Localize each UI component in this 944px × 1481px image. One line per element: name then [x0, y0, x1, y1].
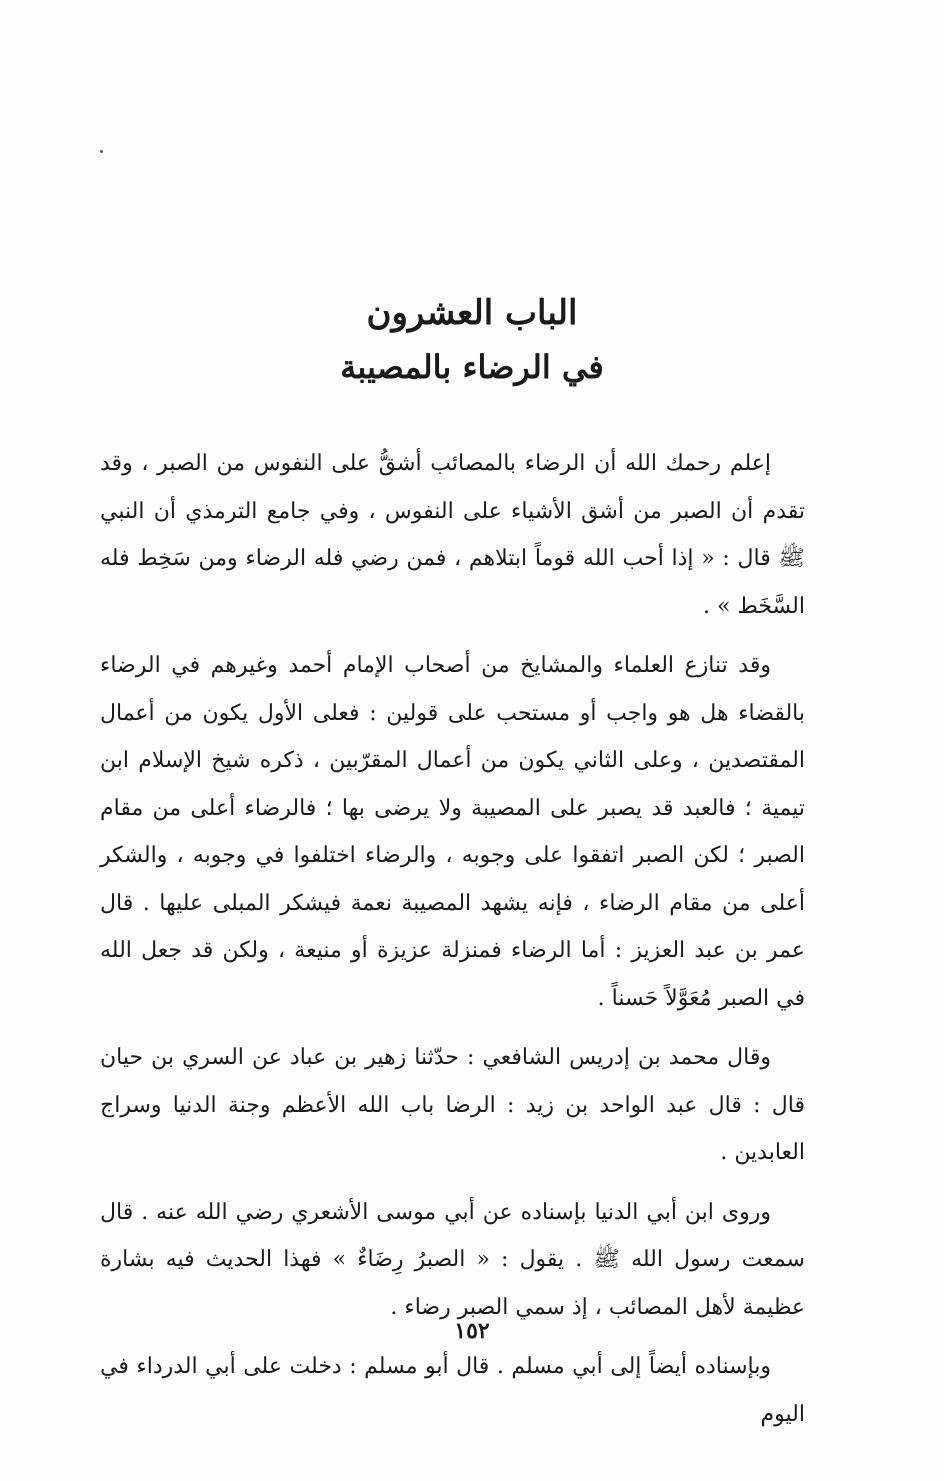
scan-speck — [100, 150, 103, 153]
paragraph: وروى ابن أبي الدنيا بإسناده عن أبي موسى الأشعري رضي الله عنه . قال سمعت رسول الله ﷺ . يقول : « الصبرُ رِضَاءٌ » فهذا الحديث فيه بشارة عظيمة لأهل المصائب ، إذ سمي الصبر رضاء . — [100, 1199, 805, 1320]
body-text — [100, 440, 805, 1450]
paragraph: وبإسناده أيضاً إلى أبي مسلم . قال أبو مسلم : دخلت على أبي الدرداء في اليوم — [100, 1354, 805, 1427]
page-number: ١٥٢ — [454, 1318, 490, 1344]
paragraph: إعلم رحمك الله أن الرضاء بالمصائب أشقُّ على النفوس من الصبر ، وقد تقدم أن الصبر من أشق الأشياء على النفوس ، وفي جامع الترمذي أن النبي ﷺ قال : « إذا أحب الله قوماً ابتلاهم ، فمن رضي فله الرضاء ومن سَخِط فله السَّخَط » . — [100, 451, 805, 619]
chapter-heading — [0, 286, 944, 394]
chapter-title: الباب العشرون — [366, 293, 578, 333]
chapter-subtitle: في الرضاء بالمصيبة — [340, 348, 604, 386]
paragraph: وقد تنازع العلماء والمشايخ من أصحاب الإمام أحمد وغيرهم في الرضاء بالقضاء هل هو واجب أو مستحب على قولين : فعلى الأول يكون من أعمال المقتصدين ، وعلى الثاني يكون من أعمال المقرّبين ، ذكره شيخ الإسلام ابن تيمية ؛ فالعبد قد يصبر على المصيبة ولا يرضى بها ؛ فالرضاء أعلى من مقام الصبر ؛ لكن الصبر اتفقوا على وجوبه ، والرضاء اختلفوا في وجوبه ، والشكر أعلى من مقام الرضاء ، فإنه يشهد المصيبة نعمة فيشكر المبلى عليها . قال عمر بن عبد العزيز : أما الرضاء فمنزلة عزيزة أو منيعة ، ولكن قد جعل الله في الصبر مُعَوَّلاً حَسناً . — [100, 653, 806, 1011]
paragraph: وقال محمد بن إدريس الشافعي : حدّثنا زهير بن عباد عن السري بن حيان قال : قال عبد الواحد بن زيد : الرضا باب الله الأعظم وجنة الدنيا وسراج العابدين . — [100, 1045, 805, 1165]
